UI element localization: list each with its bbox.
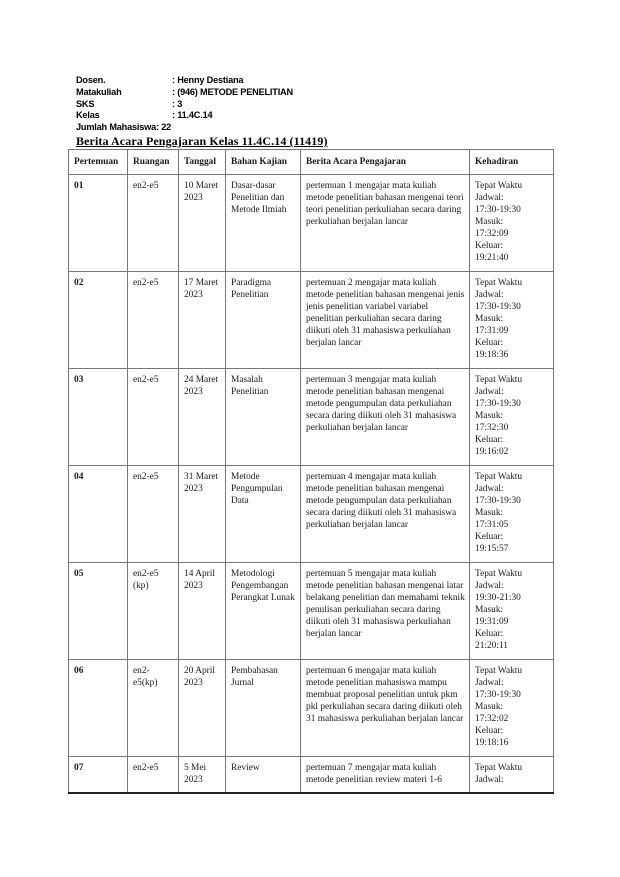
cell-berita-acara: pertemuan 2 mengajar mata kuliah metode penelitian bahasan mengenai jenis jenis penelitian variabel variabel penelitian perkuliahan secara daring diikuti oleh 31 mahasiswa perkuliahan berjalan lancar bbox=[301, 272, 470, 369]
attendance-line: 17:30-19:30 bbox=[475, 690, 521, 700]
cell-ruangan: en2-e5 bbox=[128, 175, 179, 272]
cell-tanggal: 5 Mei 2023 bbox=[179, 757, 226, 793]
attendance-line: Keluar: bbox=[475, 532, 504, 542]
cell-berita-acara: pertemuan 6 mengajar mata kuliah metode penelitian mahasiswa mampu membuat proposal penelitian untuk pkm pkl perkuliahan secara daring diikuti oleh 31 mahasiswa perkuliahan berjalan lancar bbox=[301, 660, 470, 757]
info-value: : 3 bbox=[172, 98, 183, 109]
cell-bahan-kajian: Metode Pengumpulan Data bbox=[226, 466, 301, 563]
cell-bahan-kajian: Pembahasan Jurnal bbox=[226, 660, 301, 757]
attendance-line: Keluar: bbox=[475, 726, 504, 736]
info-row-dosen bbox=[76, 75, 293, 87]
table-row bbox=[69, 563, 554, 660]
table-row bbox=[69, 369, 554, 466]
table-row bbox=[69, 272, 554, 369]
info-row-kelas bbox=[76, 110, 293, 122]
attendance-line: 17:31:09 bbox=[475, 326, 509, 336]
attendance-line: 19:21:40 bbox=[475, 253, 509, 263]
attendance-line: Jadwal: bbox=[475, 387, 504, 397]
cell-bahan-kajian: Masalah Penelitian bbox=[226, 369, 301, 466]
table-row bbox=[69, 466, 554, 563]
attendance-line: Masuk: bbox=[475, 217, 504, 227]
info-row-jumlah bbox=[76, 122, 293, 134]
info-value: : 11.4C.14 bbox=[172, 110, 213, 121]
cell-tanggal: 20 April 2023 bbox=[179, 660, 226, 757]
cell-tanggal: 14 April 2023 bbox=[179, 563, 226, 660]
column-header: Kehadiran bbox=[470, 150, 554, 175]
attendance-line: Jadwal: bbox=[475, 290, 504, 300]
cell-kehadiran bbox=[470, 757, 554, 793]
attendance-line: 17:30-19:30 bbox=[475, 302, 521, 312]
attendance-line: 19:18:36 bbox=[475, 350, 509, 360]
column-header: Pertemuan bbox=[69, 150, 128, 175]
attendance-line: 17:32:30 bbox=[475, 423, 509, 433]
cell-pertemuan: 07 bbox=[69, 757, 128, 793]
cell-tanggal: 24 Maret 2023 bbox=[179, 369, 226, 466]
attendance-line: 19:30-21:30 bbox=[475, 593, 521, 603]
cell-berita-acara: pertemuan 7 mengajar mata kuliah metode penelitian review materi 1-6 bbox=[301, 757, 470, 793]
column-header: Tanggal bbox=[179, 150, 226, 175]
cell-berita-acara: pertemuan 1 mengajar mata kuliah metode penelitian bahasan mengenai teori teori penelitian perkuliahan secara daring perkuliahan berjalan lancar bbox=[301, 175, 470, 272]
cell-bahan-kajian: Dasar-dasar Penelitian dan Metode Ilmiah bbox=[226, 175, 301, 272]
table-row bbox=[69, 660, 554, 757]
cell-ruangan: en2-e5 (kp) bbox=[128, 563, 179, 660]
attendance-line: Keluar: bbox=[475, 338, 504, 348]
table-header-row bbox=[69, 150, 554, 175]
teaching-record-table bbox=[68, 149, 554, 794]
attendance-line: Masuk: bbox=[475, 605, 504, 615]
cell-pertemuan: 03 bbox=[69, 369, 128, 466]
info-value: : 22 bbox=[156, 122, 172, 133]
attendance-line: 17:32:09 bbox=[475, 229, 509, 239]
attendance-line: Tepat Waktu bbox=[475, 375, 523, 385]
attendance-line: 19:16:02 bbox=[475, 447, 509, 457]
info-label: Matakuliah bbox=[76, 86, 122, 97]
attendance-line: Tepat Waktu bbox=[475, 569, 523, 579]
cell-kehadiran bbox=[470, 369, 554, 466]
column-header: Ruangan bbox=[128, 150, 179, 175]
attendance-line: Masuk: bbox=[475, 508, 504, 518]
cell-ruangan: en2-e5(kp) bbox=[128, 660, 179, 757]
attendance-line: Jadwal: bbox=[475, 775, 504, 785]
page-title: Berita Acara Pengajaran Kelas 11.4C.14 (11419) bbox=[76, 134, 328, 148]
attendance-line: 17:30-19:30 bbox=[475, 496, 521, 506]
cell-ruangan: en2-e5 bbox=[128, 369, 179, 466]
attendance-line: Masuk: bbox=[475, 702, 504, 712]
attendance-line: 17:30-19:30 bbox=[475, 205, 521, 215]
attendance-line: Keluar: bbox=[475, 629, 504, 639]
attendance-line: Masuk: bbox=[475, 411, 504, 421]
course-info bbox=[76, 75, 293, 134]
info-label: Kelas bbox=[76, 110, 100, 121]
attendance-line: Keluar: bbox=[475, 241, 504, 251]
attendance-line: 19:15:57 bbox=[475, 544, 509, 554]
attendance-line: Tepat Waktu bbox=[475, 666, 523, 676]
attendance-line: 21:20:11 bbox=[475, 641, 508, 651]
teaching-record-table-wrap bbox=[68, 149, 553, 794]
attendance-line: Keluar: bbox=[475, 435, 504, 445]
cell-berita-acara: pertemuan 4 mengajar mata kuliah metode penelitian bahasan mengenai metode pengumpulan data perkuliahan secara daring diikuti oleh 31 mahasiswa perkuliahan berjalan lancar bbox=[301, 466, 470, 563]
cell-kehadiran bbox=[470, 563, 554, 660]
attendance-line: 19:31:09 bbox=[475, 617, 509, 627]
attendance-line: Tepat Waktu bbox=[475, 472, 523, 482]
cell-kehadiran bbox=[470, 175, 554, 272]
cell-kehadiran bbox=[470, 466, 554, 563]
attendance-line: 19:18:16 bbox=[475, 738, 509, 748]
cell-tanggal: 31 Maret 2023 bbox=[179, 466, 226, 563]
attendance-line: 17:31:05 bbox=[475, 520, 509, 530]
cell-bahan-kajian: Review bbox=[226, 757, 301, 793]
cell-tanggal: 10 Maret 2023 bbox=[179, 175, 226, 272]
cell-berita-acara: pertemuan 3 mengajar mata kuliah metode penelitian bahasan mengenai metode pengumpulan data perkuliahan secara daring diikuti oleh 31 mahasiswa perkuliahan berjalan lancar bbox=[301, 369, 470, 466]
cell-pertemuan: 06 bbox=[69, 660, 128, 757]
cell-kehadiran bbox=[470, 660, 554, 757]
cell-pertemuan: 01 bbox=[69, 175, 128, 272]
attendance-line: Masuk: bbox=[475, 314, 504, 324]
info-row-sks bbox=[76, 99, 293, 111]
cell-bahan-kajian: Metodologi Pengembangan Perangkat Lunak bbox=[226, 563, 301, 660]
attendance-line: Tepat Waktu bbox=[475, 181, 523, 191]
table-row bbox=[69, 175, 554, 272]
column-header: Bahan Kajian bbox=[226, 150, 301, 175]
info-row-matakuliah bbox=[76, 87, 293, 99]
cell-ruangan: en2-e5 bbox=[128, 466, 179, 563]
info-label: Dosen. bbox=[76, 75, 106, 85]
cell-pertemuan: 04 bbox=[69, 466, 128, 563]
column-header: Berita Acara Pengajaran bbox=[301, 150, 470, 175]
cell-pertemuan: 05 bbox=[69, 563, 128, 660]
cell-bahan-kajian: Paradigma Penelitian bbox=[226, 272, 301, 369]
attendance-line: Jadwal: bbox=[475, 678, 504, 688]
attendance-line: 17:32:02 bbox=[475, 714, 509, 724]
info-value: : (946) METODE PENELITIAN bbox=[172, 86, 293, 97]
cell-ruangan: en2-e5 bbox=[128, 757, 179, 793]
info-label: SKS bbox=[76, 98, 95, 109]
cell-ruangan: en2-e5 bbox=[128, 272, 179, 369]
attendance-line: Jadwal: bbox=[475, 484, 504, 494]
info-label: Jumlah Mahasiswa bbox=[76, 122, 157, 133]
attendance-line: Tepat Waktu bbox=[475, 763, 523, 773]
info-value: : Henny Destiana bbox=[172, 75, 244, 85]
cell-tanggal: 17 Maret 2023 bbox=[179, 272, 226, 369]
attendance-line: Jadwal: bbox=[475, 581, 504, 591]
cell-berita-acara: pertemuan 5 mengajar mata kuliah metode penelitian bahasan mengenai latar belakang penelitian dan memahami teknik penulisan perkuliahan secara daring diikuti oleh 31 mahasiswa perkuliahan berjalan lancar bbox=[301, 563, 470, 660]
table-row bbox=[69, 757, 554, 793]
cell-pertemuan: 02 bbox=[69, 272, 128, 369]
cell-kehadiran bbox=[470, 272, 554, 369]
attendance-line: Jadwal: bbox=[475, 193, 504, 203]
attendance-line: 17:30-19:30 bbox=[475, 399, 521, 409]
attendance-line: Tepat Waktu bbox=[475, 278, 523, 288]
